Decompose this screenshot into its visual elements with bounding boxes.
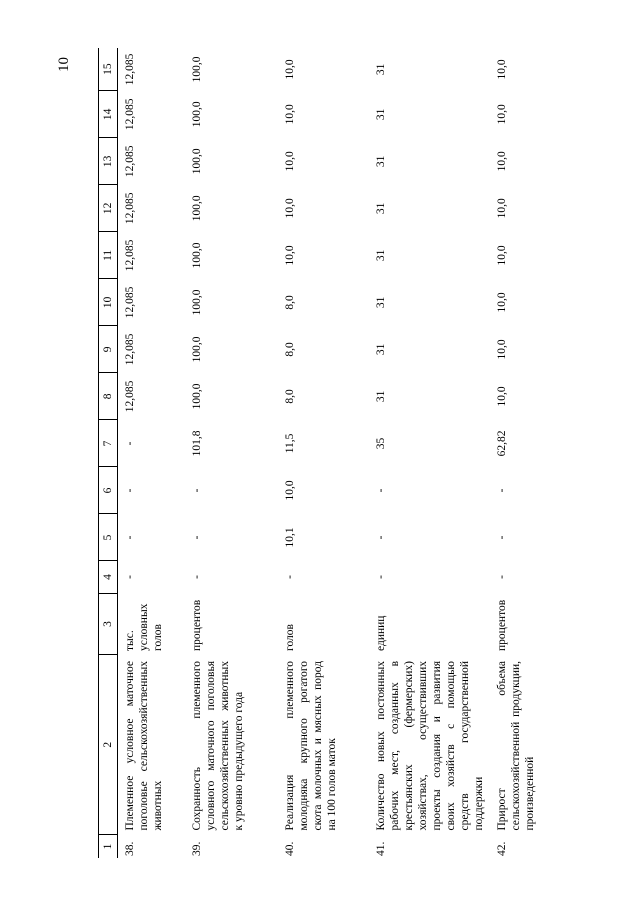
cell-value: 10,1 bbox=[284, 527, 296, 548]
cell-value: - bbox=[191, 575, 203, 579]
cell-value: 10,0 bbox=[496, 386, 509, 407]
cell-value: 100,0 bbox=[191, 56, 203, 83]
col-header: 3 bbox=[99, 593, 118, 655]
col-header: 5 bbox=[99, 514, 118, 561]
table-row bbox=[118, 48, 186, 858]
row-number: 42. bbox=[496, 841, 509, 856]
cell-value: 12,085 bbox=[124, 333, 136, 366]
cell-value: 10,0 bbox=[496, 198, 509, 219]
cell-value: 12,085 bbox=[124, 145, 136, 178]
row-number: 38. bbox=[124, 841, 136, 856]
cell-value: 35 bbox=[375, 437, 387, 450]
col-header: 2 bbox=[99, 655, 118, 835]
cell-value: 100,0 bbox=[191, 383, 203, 410]
cell-value: 100,0 bbox=[191, 195, 203, 222]
cell-value: 10,0 bbox=[284, 480, 296, 501]
unit: голов bbox=[284, 624, 296, 651]
cell-value: 31 bbox=[375, 202, 387, 215]
cell-value: 100,0 bbox=[191, 336, 203, 363]
cell-value: 10,0 bbox=[496, 245, 509, 266]
cell-value: 100,0 bbox=[191, 289, 203, 316]
cell-value: - bbox=[124, 488, 136, 493]
cell-value: 31 bbox=[375, 63, 387, 76]
page-number: 10 bbox=[56, 57, 72, 72]
cell-value: 100,0 bbox=[191, 242, 203, 269]
col-header: 12 bbox=[99, 185, 118, 232]
indicators-table bbox=[98, 48, 567, 858]
cell-value: 10,0 bbox=[284, 59, 296, 80]
cell-value: 31 bbox=[375, 390, 387, 403]
row-number: 41. bbox=[375, 841, 387, 856]
cell-value: 31 bbox=[375, 108, 387, 121]
cell-value: 10,0 bbox=[496, 292, 509, 313]
cell-value: 12,085 bbox=[124, 53, 136, 86]
cell-value: - bbox=[124, 535, 136, 540]
cell-value: 31 bbox=[375, 343, 387, 356]
col-header: 14 bbox=[99, 91, 118, 138]
table-row bbox=[278, 48, 369, 858]
table-row bbox=[490, 48, 567, 858]
cell-value: 11,5 bbox=[284, 433, 296, 454]
cell-value: - bbox=[284, 575, 296, 579]
col-header: 8 bbox=[99, 373, 118, 420]
cell-value: - bbox=[191, 488, 203, 493]
cell-value: 101,8 bbox=[191, 430, 203, 457]
cell-value: 31 bbox=[375, 249, 387, 262]
cell-value: 12,085 bbox=[124, 380, 136, 413]
col-header: 13 bbox=[99, 138, 118, 185]
column-number-header bbox=[99, 48, 118, 858]
indicator-name: Сохранность племенного условного маточного поголовья сельскохозяйственных животных к уровню предыдущего года bbox=[191, 660, 246, 831]
indicator-name: Количество новых постоянных рабочих мест, созданных в крестьянских (фермерских) хозяйствах, осуществивших проекты создания и развития своих хозяйств с помощью средств государственной поддержки bbox=[375, 660, 486, 831]
rotated-page bbox=[98, 48, 572, 858]
table-row bbox=[185, 48, 278, 858]
cell-value: - bbox=[375, 575, 387, 579]
cell-value: 10,0 bbox=[284, 245, 296, 266]
unit: единиц bbox=[375, 615, 387, 651]
cell-value: 10,0 bbox=[496, 104, 509, 125]
cell-value: 10,0 bbox=[284, 151, 296, 172]
indicator-name: Реализация племенного молодняка крупного рогатого скота молочных и мясных пород на 100 голов маток bbox=[284, 660, 339, 831]
cell-value: - bbox=[375, 535, 387, 540]
cell-value: 12,085 bbox=[124, 239, 136, 272]
unit: процентов bbox=[191, 599, 203, 651]
unit: тыс. условных голов bbox=[124, 603, 165, 651]
cell-value: 8,0 bbox=[284, 342, 296, 357]
col-header: 11 bbox=[99, 232, 118, 279]
col-header: 6 bbox=[99, 467, 118, 514]
row-number: 40. bbox=[284, 841, 296, 856]
indicator-name: Прирост объема сельскохозяйственной продукции, произведенной bbox=[496, 660, 537, 831]
cell-value: 10,0 bbox=[496, 151, 509, 172]
cell-value: 12,085 bbox=[124, 98, 136, 131]
cell-value: 12,085 bbox=[124, 286, 136, 319]
cell-value: 10,0 bbox=[496, 59, 509, 80]
table-row bbox=[369, 48, 490, 858]
cell-value: 31 bbox=[375, 155, 387, 168]
cell-value: 8,0 bbox=[284, 295, 296, 310]
cell-value: 10,0 bbox=[496, 339, 509, 360]
unit: процентов bbox=[496, 599, 509, 651]
cell-value: 62,82 bbox=[496, 430, 509, 457]
col-header: 1 bbox=[99, 835, 118, 859]
cell-value: - bbox=[496, 535, 509, 540]
cell-value: 12,085 bbox=[124, 192, 136, 225]
cell-value: 8,0 bbox=[284, 389, 296, 404]
col-header: 10 bbox=[99, 279, 118, 326]
cell-value: - bbox=[375, 488, 387, 493]
cell-value: 10,0 bbox=[284, 104, 296, 125]
cell-value: 100,0 bbox=[191, 148, 203, 175]
cell-value: - bbox=[191, 535, 203, 540]
cell-value: - bbox=[124, 441, 136, 446]
cell-value: - bbox=[496, 575, 509, 579]
cell-value: 31 bbox=[375, 296, 387, 309]
cell-value: - bbox=[496, 488, 509, 493]
col-header: 9 bbox=[99, 326, 118, 373]
cell-value: - bbox=[124, 575, 136, 579]
cell-value: 100,0 bbox=[191, 101, 203, 128]
col-header: 7 bbox=[99, 420, 118, 467]
row-number: 39. bbox=[191, 841, 203, 856]
col-header: 4 bbox=[99, 561, 118, 593]
cell-value: 10,0 bbox=[284, 198, 296, 219]
col-header: 15 bbox=[99, 48, 118, 91]
indicator-name: Племенное условное маточное поголовье сельскохозяйственных животных bbox=[124, 660, 165, 831]
